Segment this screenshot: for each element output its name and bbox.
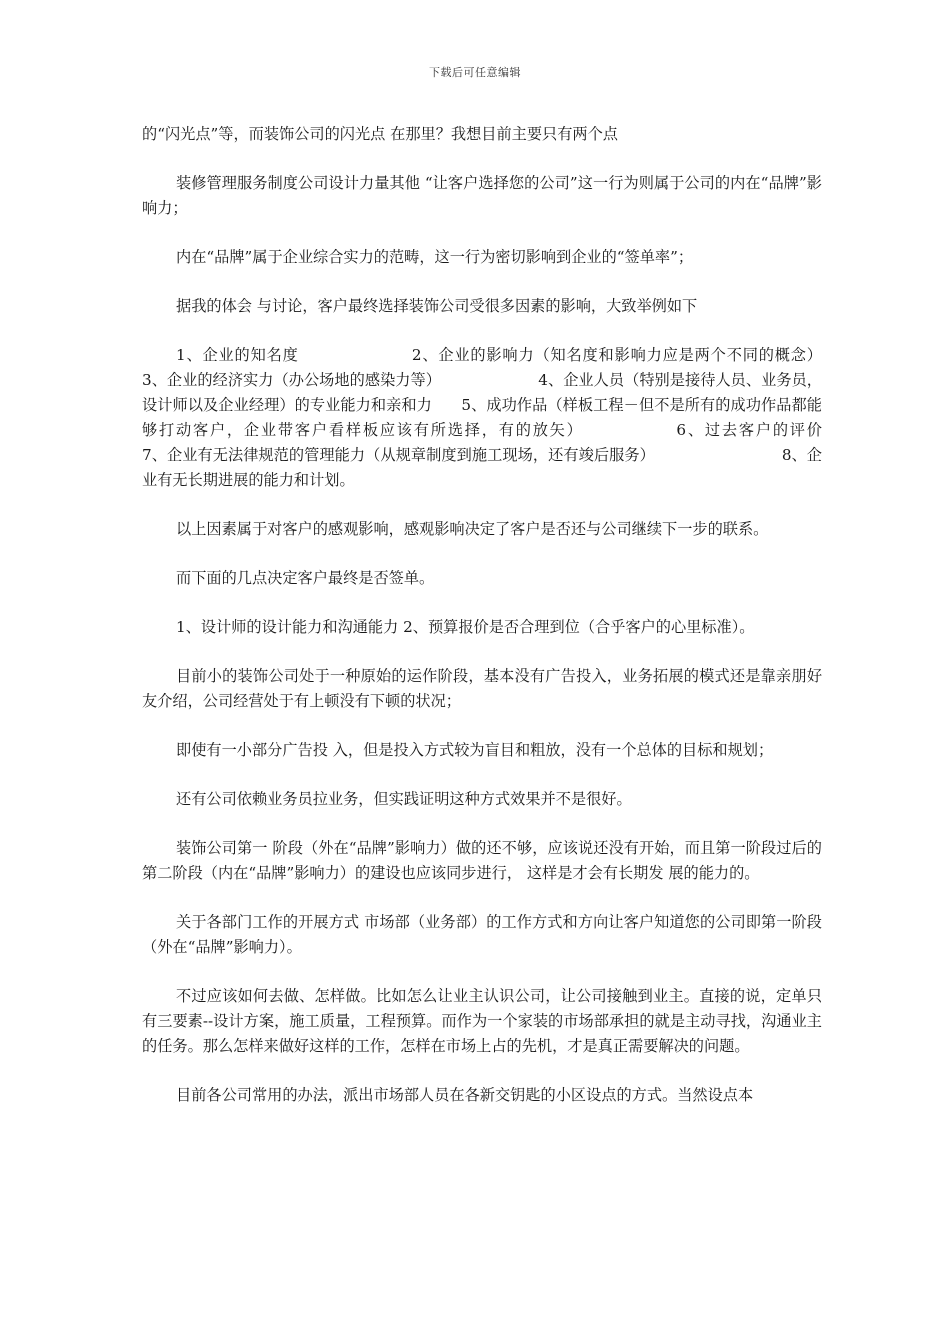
paragraph-13: 关于各部门工作的开展方式 市场部（业务部）的工作方式和方向让客户知道您的公司即第一阶段（外在“品牌”影响力）。 (142, 913, 822, 956)
paragraph-15: 目前各公司常用的办法，派出市场部人员在各新交钥匙的小区设点的方式。当然设点本 (176, 1086, 754, 1104)
paragraph-12: 装饰公司第一 阶段（外在“品牌”影响力）做的还不够，应该说还没有开始，而且第一阶段过后的第二阶段（内在“品牌”影响力）的建设也应该同步进行， 这样是才会有长期发 展的能力的。 (142, 839, 822, 882)
paragraph-3: 内在“品牌”属于企业综合实力的范畴，这一行为密切影响到企业的“签单率”； (176, 248, 694, 266)
paragraph-10: 即使有一小部分广告投 入，但是投入方式较为盲目和粗放，没有一个总体的目标和规划； (176, 741, 774, 759)
paragraph-9: 目前小的装饰公司处于一种原始的运作阶段，基本没有广告投入，业务拓展的模式还是靠亲朋好友介绍，公司经营处于有上顿没有下顿的状况； (142, 667, 822, 710)
paragraph-6: 以上因素属于对客户的感观影响，感观影响决定了客户是否还与公司继续下一步的联系。 (176, 520, 769, 538)
page-header: 下载后可任意编辑 (429, 66, 521, 79)
paragraph-8: 1、设计师的设计能力和沟通能力 2、预算报价是否合理到位（合乎客户的心里标准）。 (176, 618, 755, 636)
paragraph-4: 据我的体会 与讨论，客户最终选择装饰公司受很多因素的影响，大致举例如下 (176, 297, 698, 315)
document-body (142, 122, 909, 1132)
paragraph-7: 而下面的几点决定客户最终是否签单。 (176, 569, 435, 587)
paragraph-factors-list: 1、企业的知名度 2、企业的影响力（知名度和影响力应是两个不同的概念） 3、企业的经济实力（办公场地的感染力等） 4、企业人员（特别是接待人员、业务员，设计师以及企业经理）的专业能力和亲和力 5、成功作品（样板工程－但不是所有的成功作品都能够打动客户，企业带客户看样板应该有所选择，有的放矢） 6、过去客户的评价 7、企业有无法律规范的管理能力（从规章制度到施工现场，还有竣后服务） 8、企业有无长期进展的能力和计划。 (142, 346, 909, 489)
paragraph-11: 还有公司依赖业务员拉业务，但实践证明这种方式效果并不是很好。 (176, 790, 632, 808)
paragraph-14: 不过应该如何去做、怎样做。比如怎么让业主认识公司，让公司接触到业主。直接的说，定单只有三要素--设计方案，施工质量，工程预算。而作为一个家装的市场部承担的就是主动寻找，沟通业主的任务。那么怎样来做好这样的工作，怎样在市场上占的先机，才是真正需要解决的问题。 (142, 987, 822, 1055)
paragraph-1: 的“闪光点”等，而装饰公司的闪光点 在那里？我想目前主要只有两个点 (142, 125, 618, 143)
paragraph-2: 装修管理服务制度公司设计力量其他 “让客户选择您的公司”这一行为则属于公司的内在“品牌”影响力； (142, 174, 822, 217)
